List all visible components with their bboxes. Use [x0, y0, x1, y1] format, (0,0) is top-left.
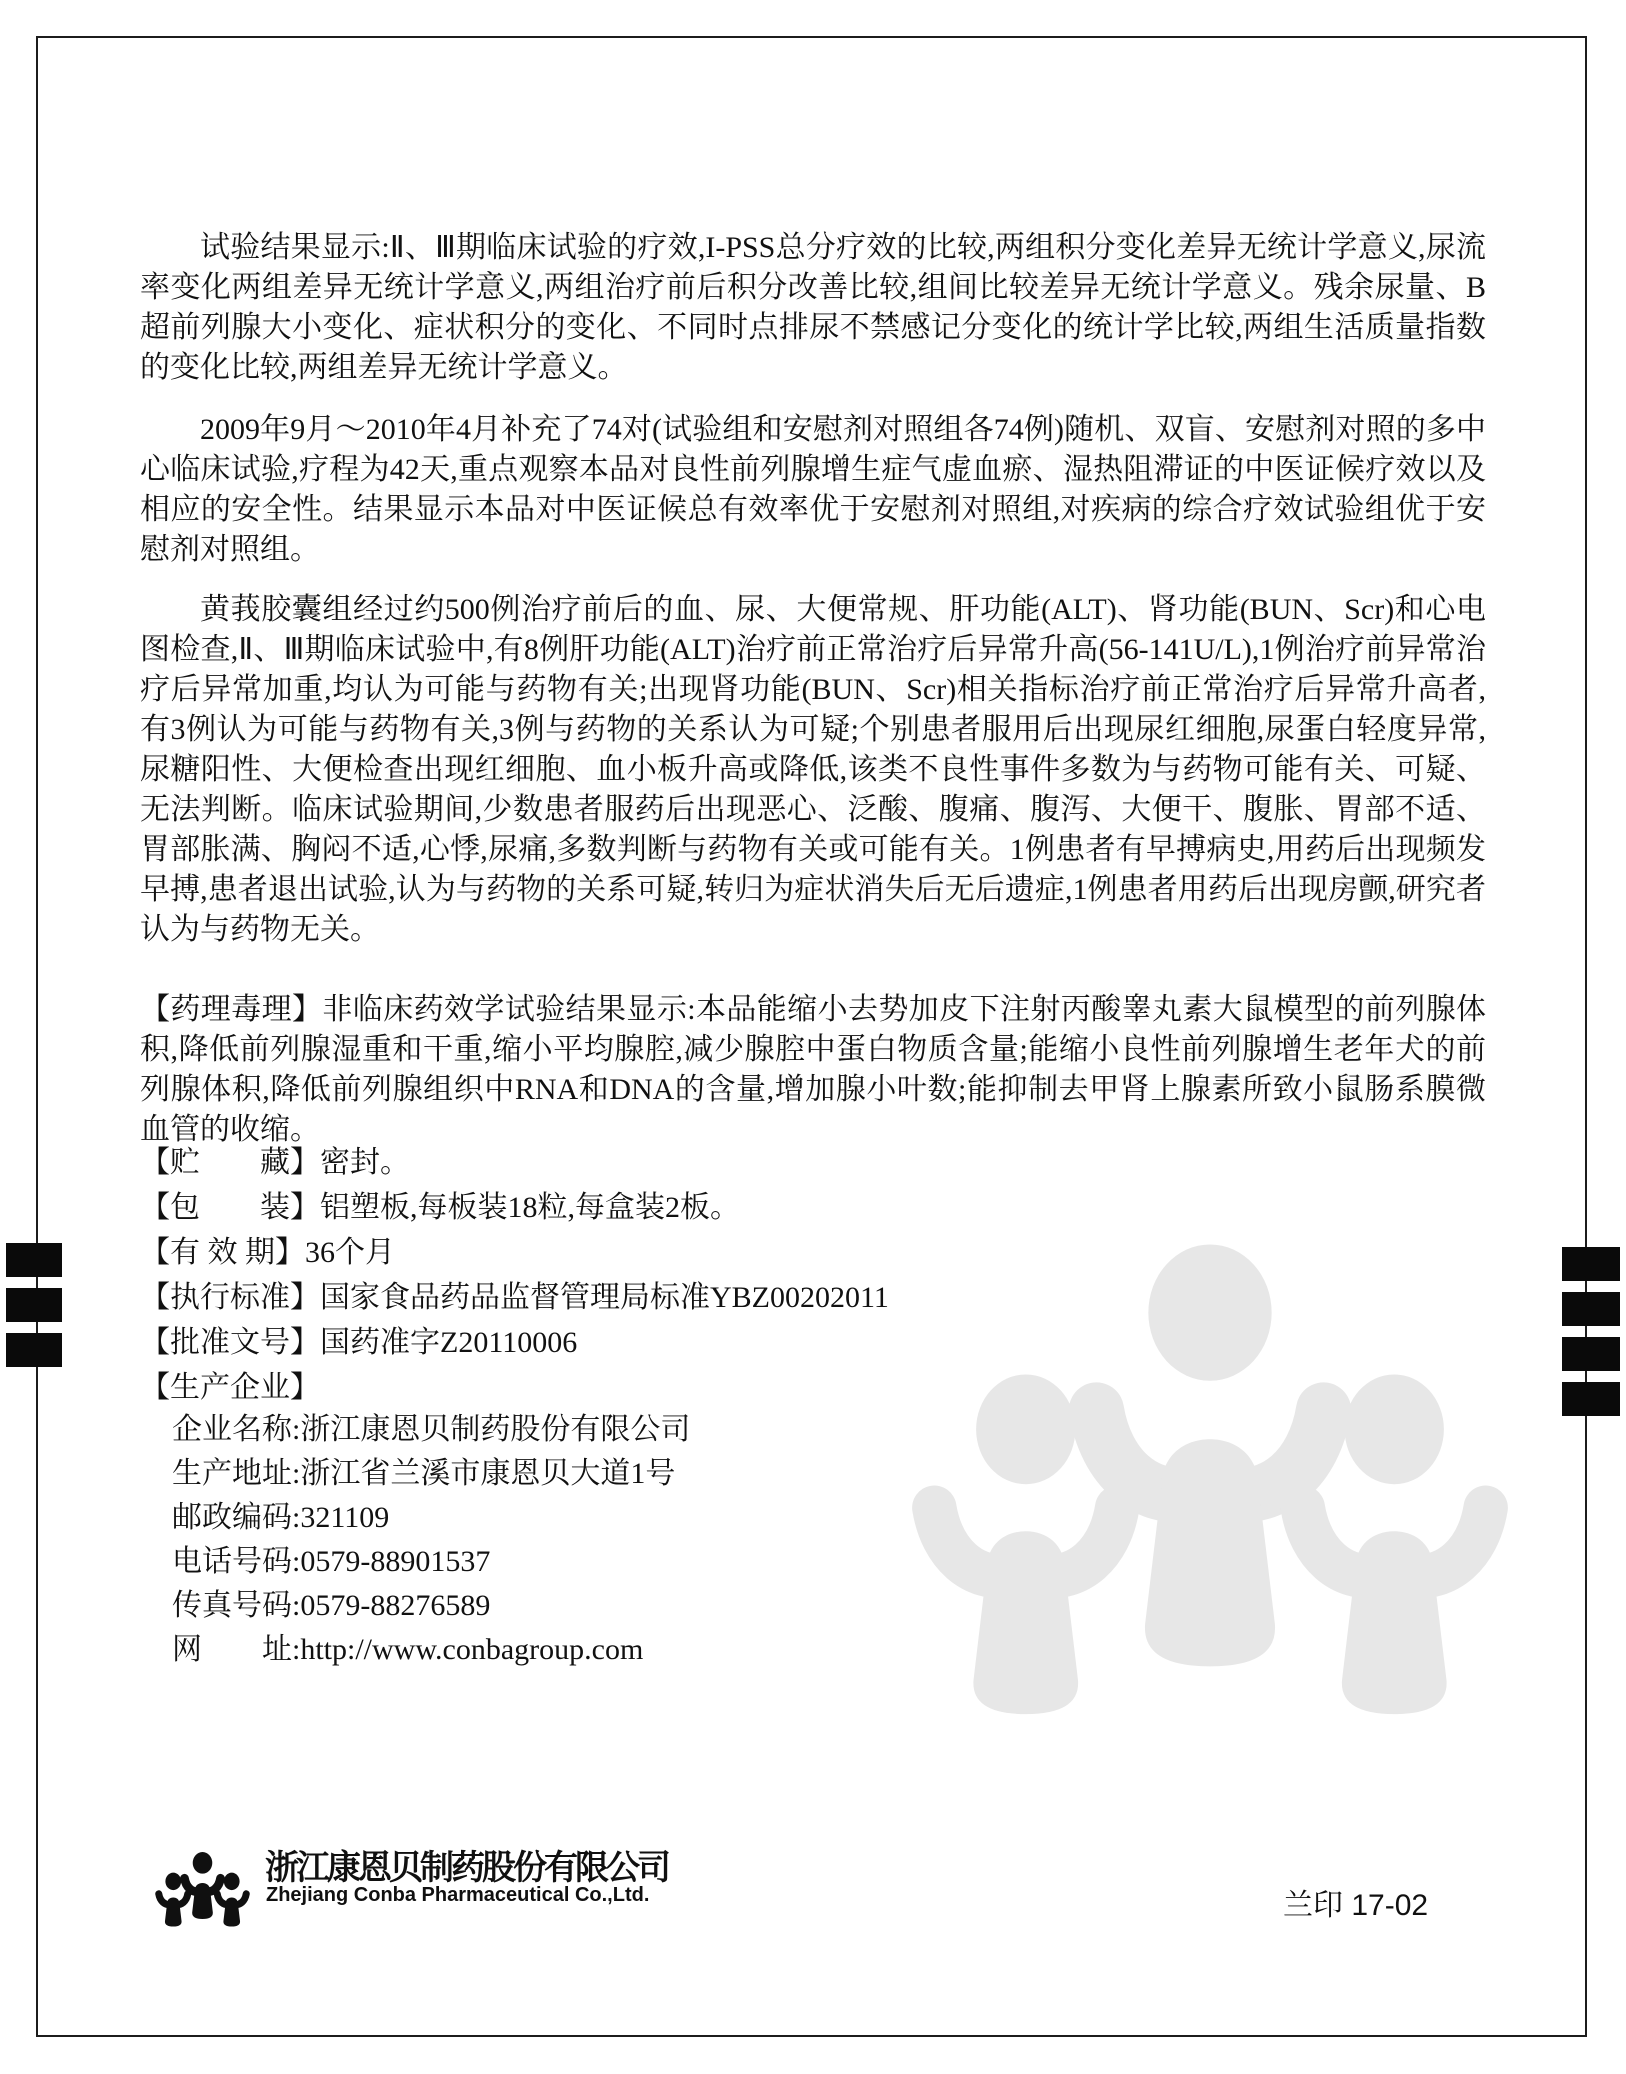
field-label: 【批准文号】 — [140, 1326, 320, 1359]
field-value: 国家食品药品监督管理局标准YBZ00202011 — [320, 1281, 889, 1314]
field-value: 铝塑板,每板装18粒,每盒装2板。 — [320, 1191, 740, 1224]
clinical-results-paragraph: 试验结果显示:Ⅱ、Ⅲ期临床试验的疗效,I-PSS总分疗效的比较,两组积分变化差异无统计学意义,尿流率变化两组差异无统计学意义,两组治疗前后积分改善比较,组间比较差异无统计学意义。残余尿量、B超前列腺大小变化、症状积分的变化、不同时点排尿不禁感记分变化的统计学比较,两组生活质量指数的变化比较,两组差异无统计学意义。 — [140, 231, 1486, 384]
field-label: 【贮 藏】 — [140, 1146, 320, 1179]
footer-company-name-cn: 浙江康恩贝制药股份有限公司 — [265, 1849, 668, 1887]
field-row-shelf-life — [140, 1230, 1486, 1275]
safety-observation-paragraph: 黄莪胶囊组经过约500例治疗前后的血、尿、大便常规、肝功能(ALT)、肾功能(BUN、Scr)和心电图检查,Ⅱ、Ⅲ期临床试验中,有8例肝功能(ALT)治疗前正常治疗后异常升高(56-141U/L),1例治疗前异常治疗后异常加重,均认为可能与药物有关;出现肾功能(BUN、Scr)相关指标治疗前正常治疗后异常升高者,有3例认为可能与药物有关,3例与药物的关系认为可疑;个别患者服用后出现尿红细胞,尿蛋白轻度异常,尿糖阳性、大便检查出现红细胞、血小板升高或降低,该类不良性事件多数为与药物可能有关、可疑、无法判断。临床试验期间,少数患者服药后出现恶心、泛酸、腹痛、腹泻、大便干、腹胀、胃部不适、胃部胀满、胸闷不适,心悸,尿痛,多数判断与药物有关或可能有关。1例患者有早搏病史,用药后出现频发早搏,患者退出试验,认为与药物的关系可疑,转归为症状消失后无后遗症,1例患者用药后出现房颤,研究者认为与药物无关。 — [140, 593, 1486, 946]
print-mark-bar — [6, 1333, 62, 1367]
company-address-line: 生产地址:浙江省兰溪市康恩贝大道1号 — [172, 1457, 676, 1490]
print-mark-bar — [6, 1243, 62, 1277]
field-label: 【有 效 期】 — [140, 1236, 305, 1269]
field-label: 【包 装】 — [140, 1191, 320, 1224]
print-mark-bar — [1562, 1382, 1620, 1416]
pharmacology-section — [140, 990, 1486, 1150]
print-mark-bar — [1562, 1292, 1620, 1326]
print-code: 兰印 17-02 — [1283, 1889, 1429, 1922]
company-name-line: 企业名称:浙江康恩贝制药股份有限公司 — [172, 1413, 691, 1446]
field-value: 国药准字Z20110006 — [320, 1326, 578, 1359]
footer-company-name-en: Zhejiang Conba Pharmaceutical Co.,Ltd. — [266, 1884, 650, 1906]
field-row-packaging — [140, 1185, 1486, 1230]
print-mark-bar — [1562, 1337, 1620, 1371]
field-label: 【执行标准】 — [140, 1281, 320, 1314]
field-value: 密封。 — [320, 1146, 410, 1179]
company-website-line: 网 址:http://www.conbagroup.com — [172, 1633, 644, 1666]
conba-logo-icon — [150, 1845, 255, 1934]
field-value: 36个月 — [305, 1236, 395, 1269]
pharmacology-label: 【药理毒理】 — [140, 993, 323, 1026]
manufacturer-info — [172, 1408, 1272, 1672]
field-label: 【生产企业】 — [140, 1371, 320, 1404]
field-row-manufacturer — [140, 1365, 1486, 1410]
company-fax-line: 传真号码:0579-88276589 — [172, 1589, 491, 1622]
company-phone-line: 电话号码:0579-88901537 — [172, 1545, 491, 1578]
field-row-standard — [140, 1275, 1486, 1320]
field-list — [140, 1140, 1486, 1410]
company-postcode-line: 邮政编码:321109 — [172, 1501, 390, 1534]
supplementary-trial-paragraph: 2009年9月～2010年4月补充了74对(试验组和安慰剂对照组各74例)随机、双盲、安慰剂对照的多中心临床试验,疗程为42天,重点观察本品对良性前列腺增生症气虚血瘀、湿热阻滞证的中医证候疗效以及相应的安全性。结果显示本品对中医证候总有效率优于安慰剂对照组,对疾病的综合疗效试验组优于安慰剂对照组。 — [140, 413, 1486, 566]
field-row-approval-number — [140, 1320, 1486, 1365]
field-row-storage — [140, 1140, 1486, 1185]
print-mark-bar — [6, 1288, 62, 1322]
print-mark-bar — [1562, 1247, 1620, 1281]
pharmacology-text: 非临床药效学试验结果显示:本品能缩小去势加皮下注射丙酸睾丸素大鼠模型的前列腺体积,降低前列腺湿重和干重,缩小平均腺腔,减少腺腔中蛋白物质含量;能缩小良性前列腺增生老年犬的前列腺体积,降低前列腺组织中RNA和DNA的含量,增加腺小叶数;能抑制去甲肾上腺素所致小鼠肠系膜微血管的收缩。 — [140, 993, 1487, 1146]
